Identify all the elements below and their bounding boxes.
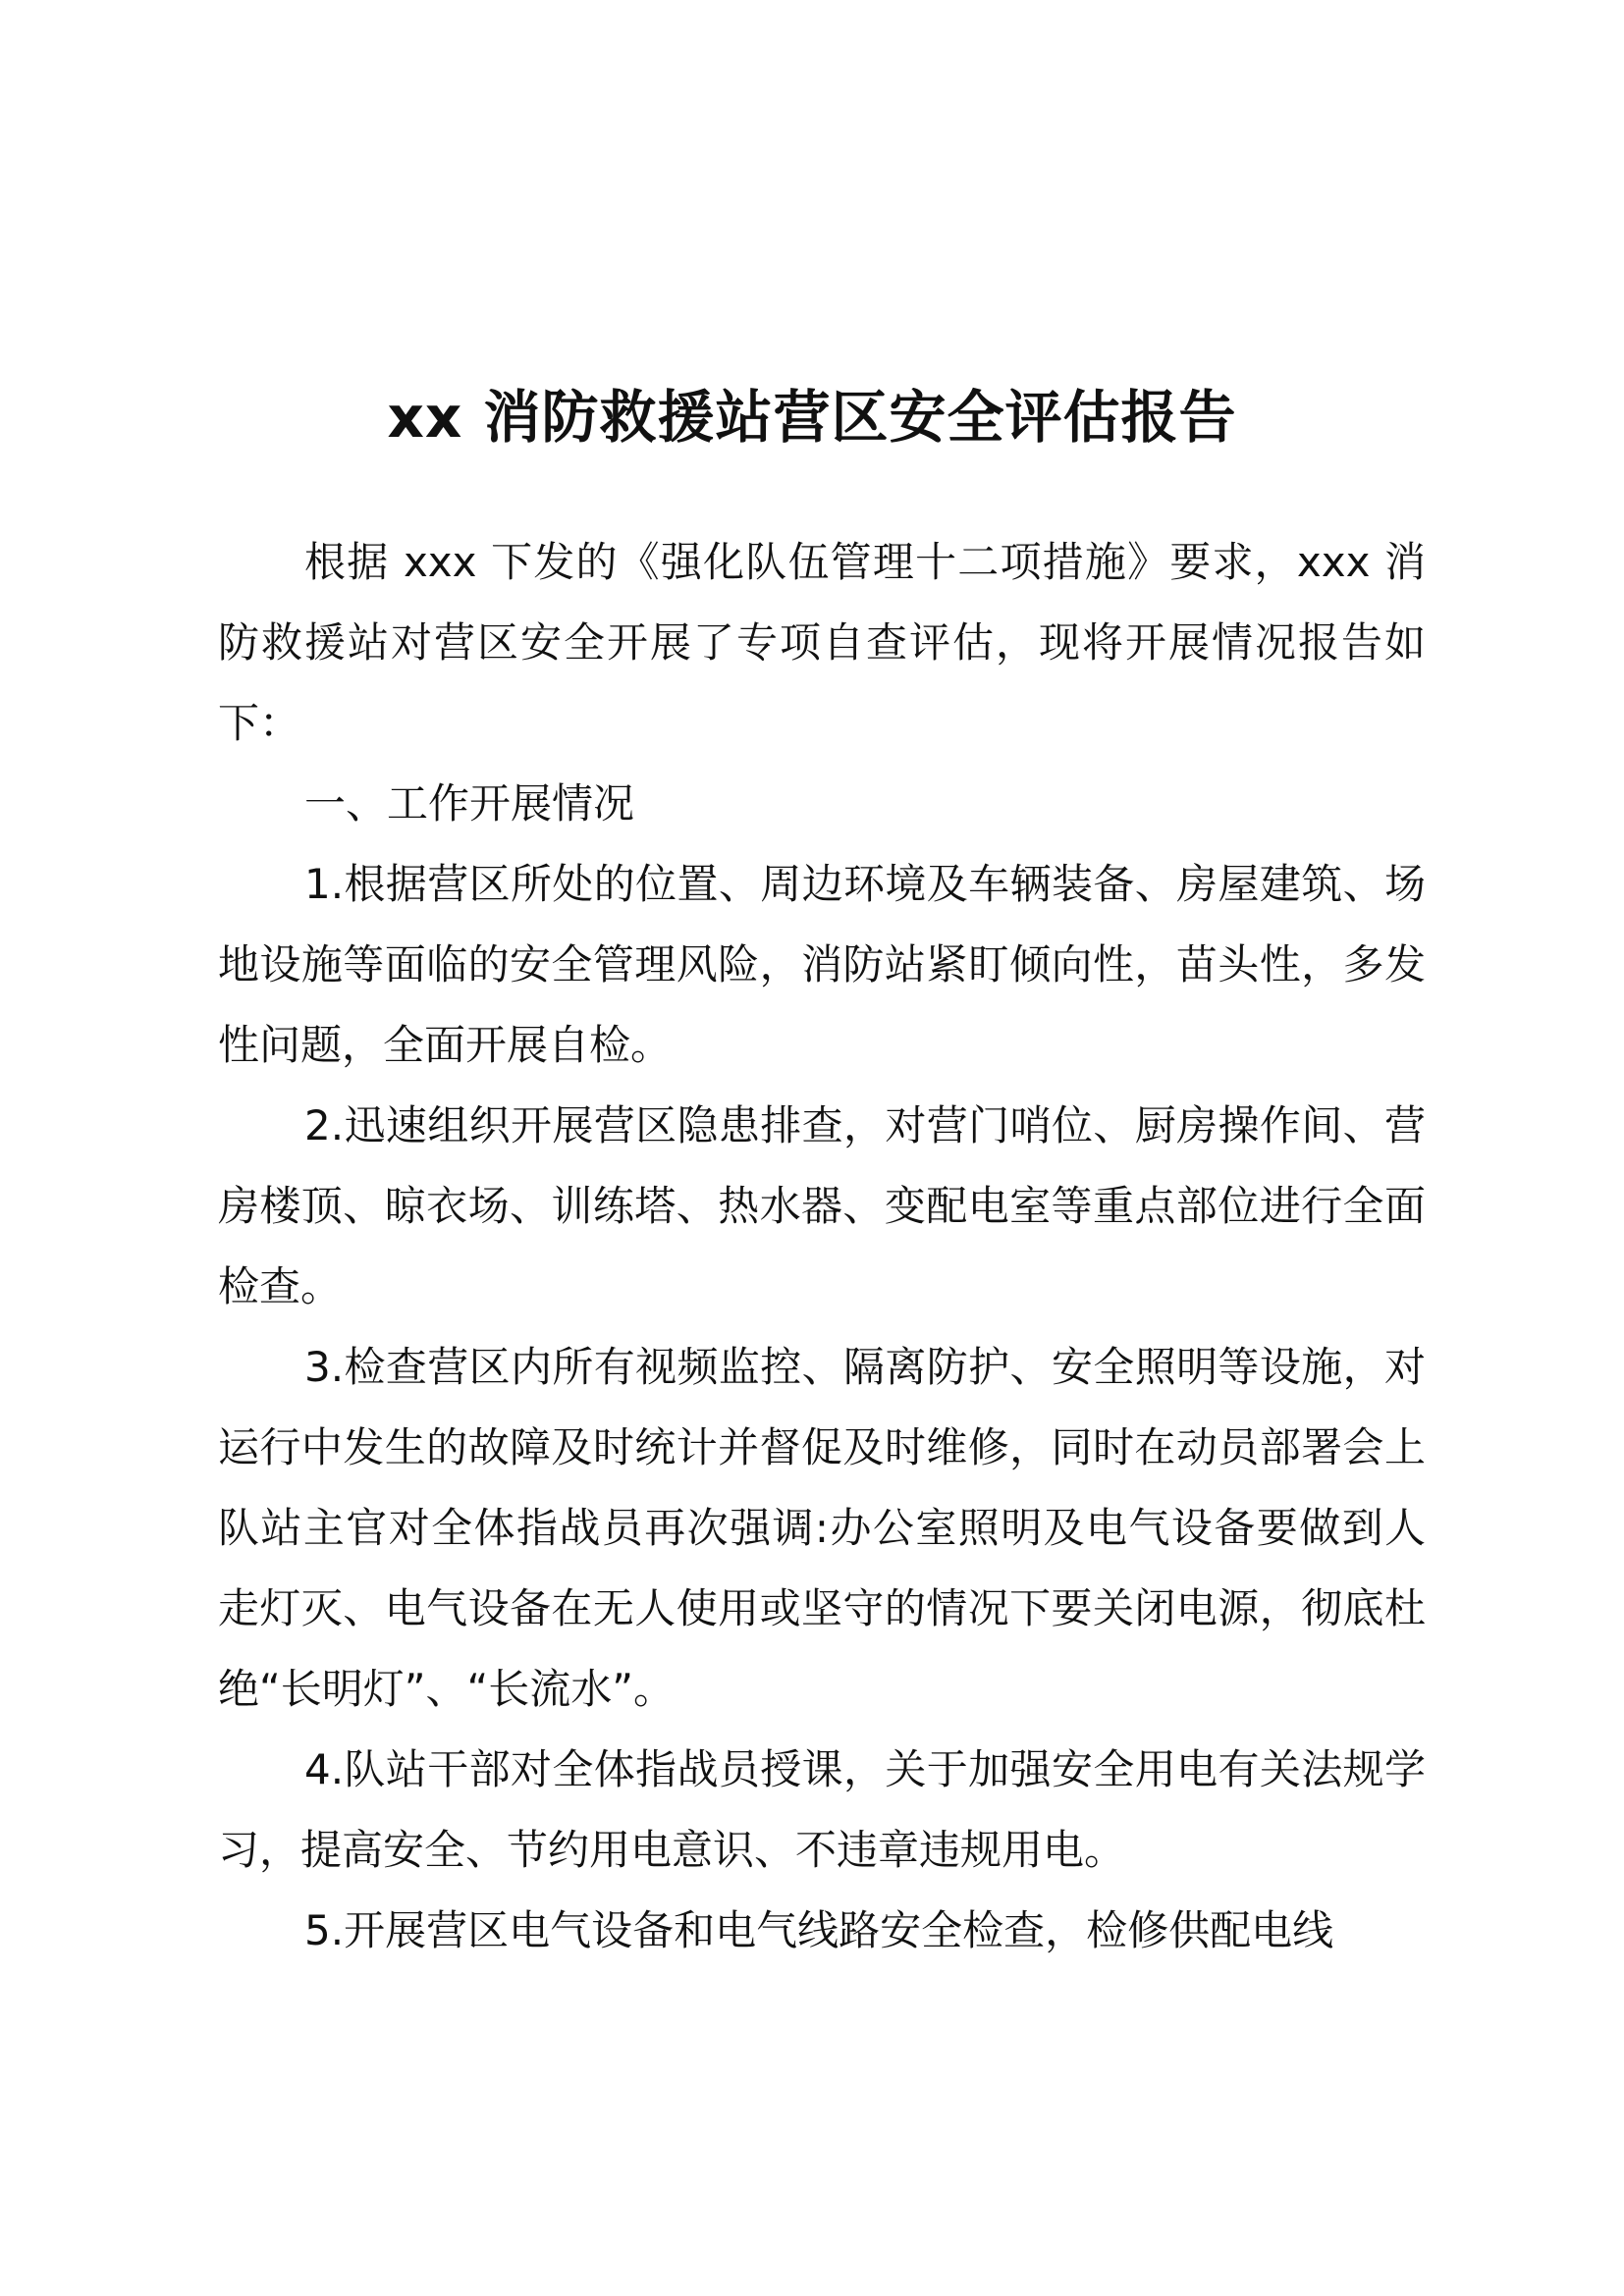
list-item-2: 2.迅速组织开展营区隐患排查，对营门哨位、厨房操作间、营房楼顶、晾衣场、训练塔、热水器、变配电室等重点部位进行全面检查。 bbox=[218, 1101, 1426, 1310]
list-item-3: 3.检查营区内所有视频监控、隔离防护、安全照明等设施，对运行中发生的故障及时统计并督促及时维修，同时在动员部署会上队站主官对全体指战员再次强调:办公室照明及电气设备要做到人走灯灭、电气设备在无人使用或坚守的情况下要关闭电源，彻底杜绝“长明灯”、“长流水”。 bbox=[218, 1343, 1426, 1713]
document-title: xx 消防救援站营区安全评估报告 bbox=[387, 384, 1237, 451]
list-item-4: 4.队站干部对全体指战员授课，关于加强安全用电有关法规学习，提高安全、节约用电意识、不违章违规用电。 bbox=[218, 1745, 1426, 1874]
intro-paragraph: 根据 xxx 下发的《强化队伍管理十二项措施》要求，xxx 消防救援站对营区安全开展了专项自查评估，现将开展情况报告如下： bbox=[218, 538, 1426, 747]
document-body bbox=[218, 522, 1426, 1971]
section-heading: 一、工作开展情况 bbox=[304, 779, 635, 828]
list-item-5: 5.开展营区电气设备和电气线路安全检查，检修供配电线 bbox=[304, 1906, 1334, 1954]
list-item-1: 1.根据营区所处的位置、周边环境及车辆装备、房屋建筑、场地设施等面临的安全管理风险，消防站紧盯倾向性，苗头性，多发性问题，全面开展自检。 bbox=[218, 860, 1426, 1069]
